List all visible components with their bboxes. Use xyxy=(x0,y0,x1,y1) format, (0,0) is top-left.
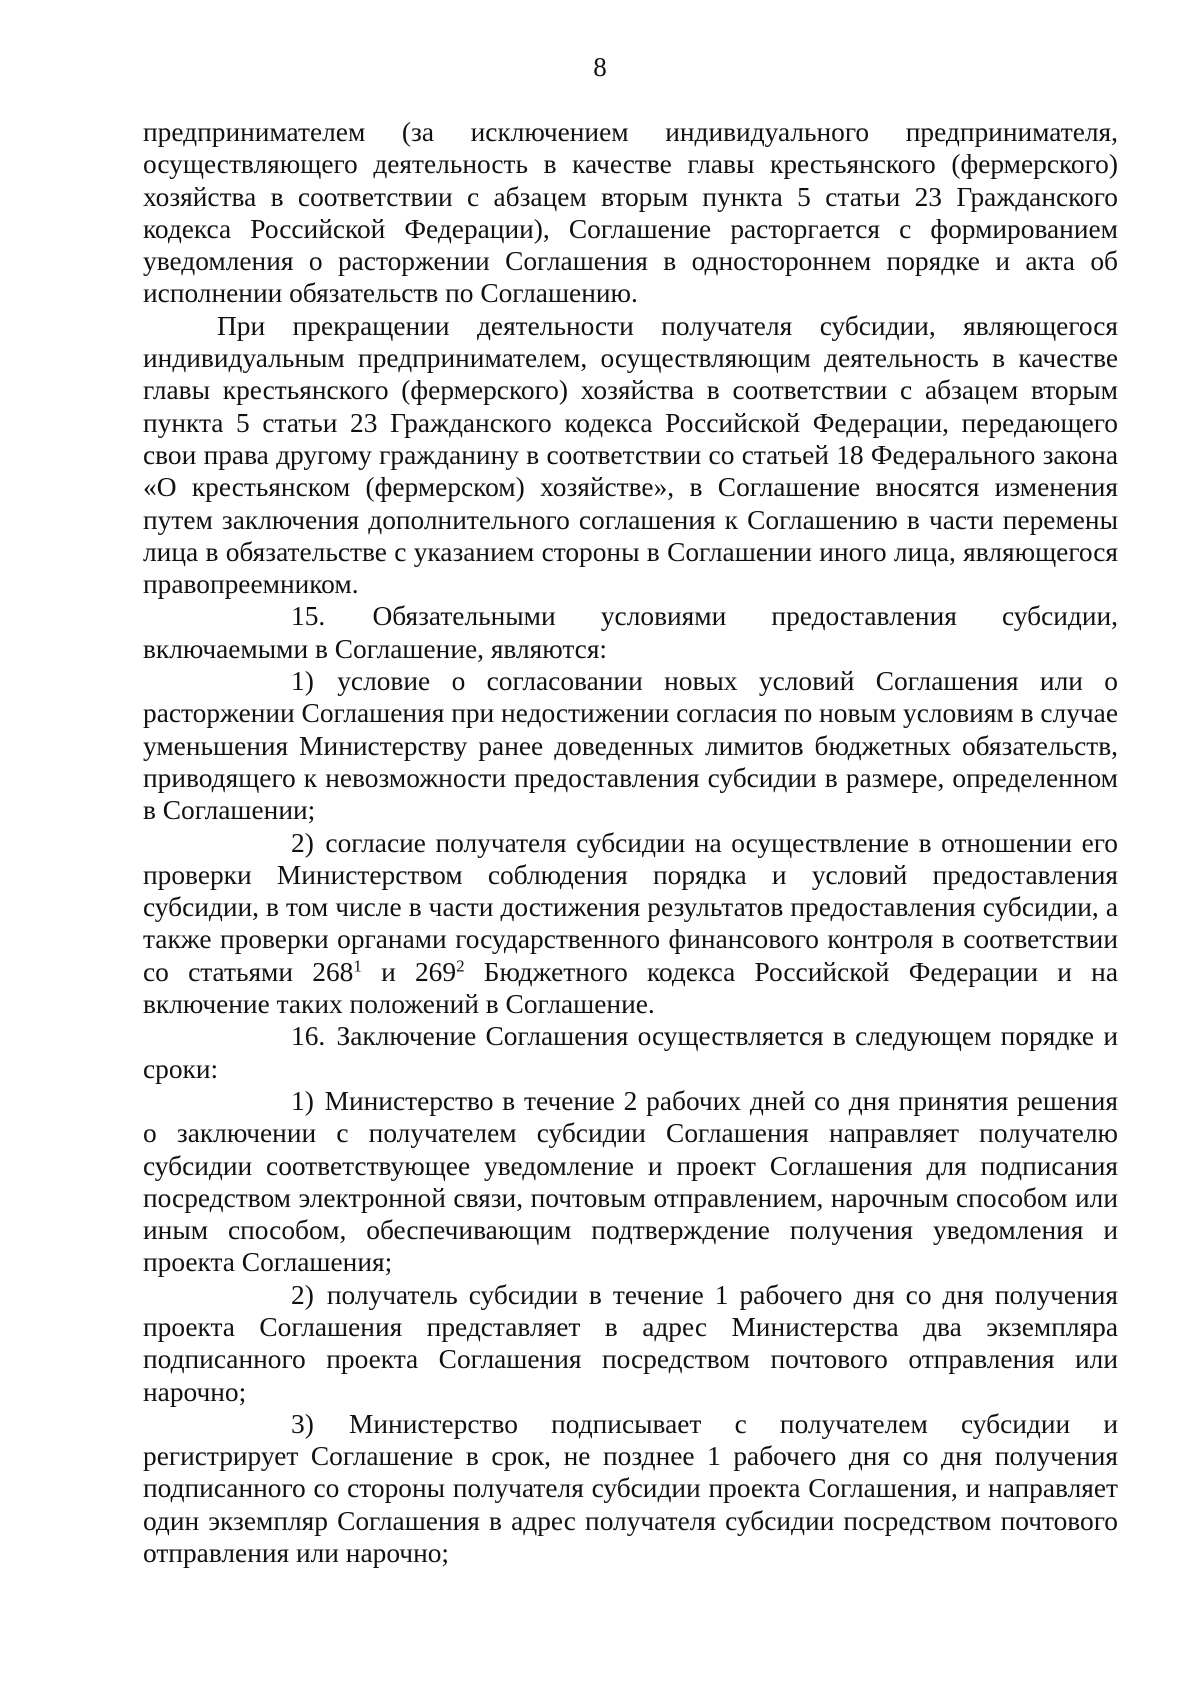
paragraph-text: При прекращении деятельности получателя субсидии, являющегося индивидуальным предпринимателем, осуществляющим деятельность в качестве главы крестьянского (фермерского) хозяйства в соответствии с абзацем вторым пункта 5 статьи 23 Гражданского кодекса Российской Федерации, передающего свои права другому гражданину в соответствии со статьей 18 Федерального закона «О крестьянском (фермерском) хозяйстве», в Соглашение вносятся изменения путем заключения дополнительного соглашения к Соглашению в части перемены лица в обязательстве с указанием стороны в Соглашении иного лица, являющегося правопреемником. xyxy=(143,310,1118,600)
item-text: Бюджетного кодекса Российской Федерации и на включение таких положений в Соглашение. xyxy=(143,956,1118,1020)
paragraph-text: предпринимателем (за исключением индивидуального предпринимателя, осуществляющего деятельность в качестве главы крестьянского (фермерского) хозяйства в соответствии с абзацем вторым пункта 5 статьи 23 Гражданского кодекса Российской Федерации), Соглашение расторгается с формированием уведомления о расторжении Соглашения в одностороннем порядке и акта об исполнении обязательств по Соглашению. xyxy=(143,117,1118,309)
item-text: получатель субсидии в течение 1 рабочего дня со дня получения проекта Соглашения представляет в адрес Министерства два экземпляра подписанного проекта Соглашения посредством почтового отправления или нарочно; xyxy=(143,1279,1118,1407)
article-reference: 268 xyxy=(312,956,354,987)
item-text: условие о согласовании новых условий Соглашения или о расторжении Соглашения при недостижении согласия по новым условиям в случае уменьшения Министерству ранее доведенных лимитов бюджетных обязательств, приводящего к невозможности предоставления субсидии в размере, определенном в Соглашении; xyxy=(143,666,1118,826)
page-number: 8 xyxy=(593,52,607,82)
clause-number: 15. xyxy=(291,601,326,632)
clause-number: 16. xyxy=(291,1021,326,1052)
paragraph-continuation xyxy=(143,116,1118,310)
item-text: Министерство в течение 2 рабочих дней со дня принятия решения о заключении с получателем субсидии Соглашения направляет получателю субсидии соответствующее уведомление и проект Соглашения для подписания посредством электронной связи, почтовым отправлением, нарочным способом или иным способом, обеспечивающим подтверждение получения уведомления и проекта Соглашения; xyxy=(143,1085,1118,1278)
item-number: 1) xyxy=(291,666,314,697)
document-body xyxy=(143,116,1118,1569)
clause-15-item-2 xyxy=(143,827,1118,1021)
item-number: 2) xyxy=(291,827,314,858)
article-reference: 269 xyxy=(414,956,457,987)
item-number: 2) xyxy=(291,1279,314,1310)
item-text: Министерство подписывает с получателем субсидии и регистрирует Соглашение в срок, не позднее 1 рабочего дня со дня получения подписанного со стороны получателя субсидии проекта Соглашения, и направляет один экземпляр Соглашения в адрес получателя субсидии посредством почтового отправления или нарочно; xyxy=(143,1408,1118,1569)
clause-16-item-3 xyxy=(143,1408,1118,1569)
clause-16-item-1 xyxy=(143,1085,1118,1279)
clause-15 xyxy=(143,600,1118,665)
article-superscript: 1 xyxy=(353,956,362,976)
clause-16-item-2 xyxy=(143,1279,1118,1408)
clause-16 xyxy=(143,1020,1118,1085)
clause-text: Заключение Соглашения осуществляется в следующем порядке и сроки: xyxy=(143,1021,1118,1084)
paragraph-succession xyxy=(143,310,1118,601)
item-text: согласие получателя субсидии на осуществление в отношении его проверки Министерством соблюдения порядка и условий предоставления субсидии, в том числе в части достижения результатов предоставления субсидии, а также проверки органами государственного финансового контроля в соответствии со статьями xyxy=(143,827,1118,987)
article-superscript: 2 xyxy=(456,956,465,976)
item-number: 1) xyxy=(291,1085,314,1116)
clause-text: Обязательными условиями предоставления субсидии, включаемыми в Соглашение, являются: xyxy=(143,601,1118,664)
clause-15-item-1 xyxy=(143,665,1118,826)
item-number: 3) xyxy=(291,1408,314,1439)
item-text: и xyxy=(361,956,415,987)
